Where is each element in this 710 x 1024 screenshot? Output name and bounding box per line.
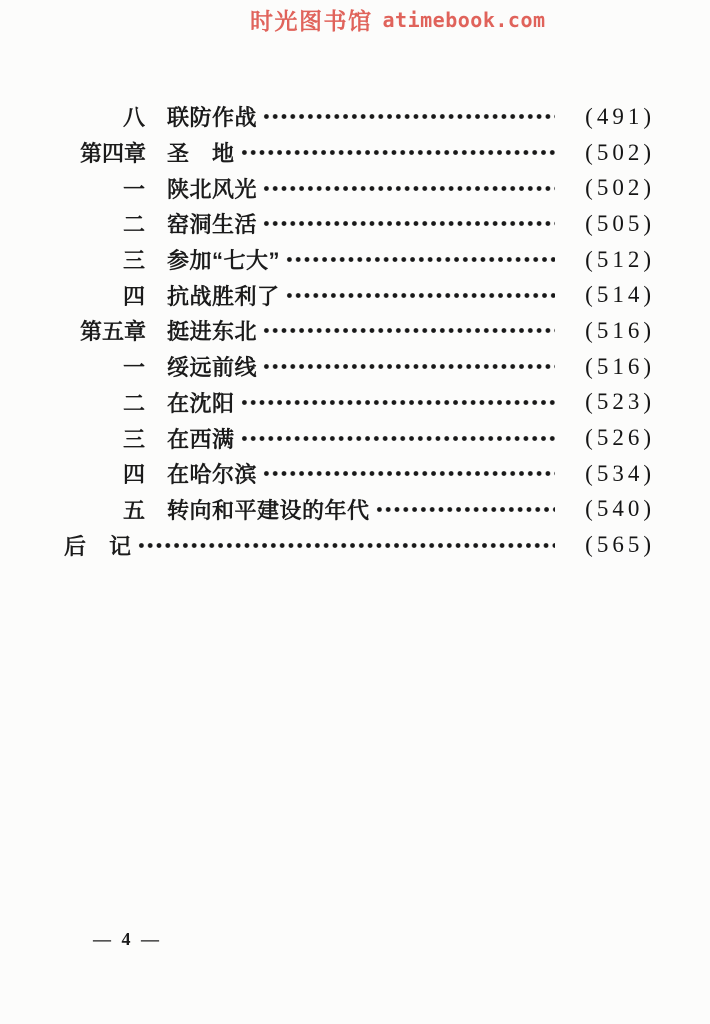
- toc-entry-title: 参加“七大”: [167, 248, 281, 274]
- dot-leader: [240, 148, 555, 157]
- toc-row: [0, 277, 710, 313]
- toc-entry-number: 第四章: [80, 141, 147, 167]
- toc-entry-title: 在沈阳: [167, 390, 235, 416]
- dot-leader: [137, 541, 555, 550]
- toc-entry-title: 联防作战: [167, 105, 258, 131]
- toc-entry-title: 抗战胜利了: [167, 283, 280, 309]
- toc-entry-number: 二: [122, 212, 145, 238]
- toc-entry-title: 在西满: [167, 426, 235, 452]
- dot-leader: [262, 326, 555, 335]
- table-of-contents: [0, 99, 710, 563]
- toc-entry-number: 四: [122, 283, 145, 309]
- toc-row: [0, 313, 710, 349]
- dot-leader: [262, 362, 555, 371]
- toc-entry-title: 在哈尔滨: [167, 462, 258, 488]
- toc-row: [0, 456, 710, 492]
- dot-leader: [375, 505, 555, 514]
- toc-entry-page: (491): [585, 103, 655, 129]
- toc-entry-page: (514): [585, 282, 655, 308]
- toc-row: [0, 492, 710, 528]
- toc-entry-number: 五: [122, 497, 145, 523]
- toc-entry-page: (502): [585, 139, 655, 165]
- toc-row: [0, 527, 710, 563]
- toc-entry-title: 陕北风光: [167, 176, 258, 202]
- toc-entry-page: (540): [585, 496, 655, 522]
- watermark-site-url: atimebook.com: [382, 7, 546, 32]
- toc-entry-title: 转向和平建设的年代: [167, 497, 370, 523]
- toc-entry-title: 后 记: [64, 533, 132, 559]
- toc-row: [0, 242, 710, 278]
- toc-row: [0, 206, 710, 242]
- dot-leader: [285, 291, 555, 300]
- toc-row: [0, 99, 710, 135]
- toc-row: [0, 349, 710, 385]
- toc-entry-page: (505): [585, 210, 655, 236]
- dot-leader: [262, 184, 555, 193]
- toc-entry-title: 绥远前线: [167, 355, 258, 381]
- toc-entry-number: 一: [122, 176, 145, 202]
- toc-entry-page: (526): [585, 425, 655, 451]
- dot-leader: [285, 255, 555, 264]
- toc-entry-title: 圣 地: [167, 141, 235, 167]
- toc-row: [0, 135, 710, 171]
- toc-entry-page: (516): [585, 317, 655, 343]
- toc-row: [0, 420, 710, 456]
- dot-leader: [262, 469, 555, 478]
- dot-leader: [240, 398, 555, 407]
- toc-row: [0, 170, 710, 206]
- dot-leader: [262, 112, 555, 121]
- toc-entry-page: (534): [585, 460, 655, 486]
- toc-entry-number: 三: [122, 248, 145, 274]
- dot-leader: [262, 219, 555, 228]
- toc-entry-number: 一: [122, 355, 145, 381]
- watermark: [250, 3, 546, 36]
- toc-entry-title: 挺进东北: [167, 319, 258, 345]
- watermark-site-name: 时光图书馆: [250, 8, 373, 34]
- toc-entry-number: 四: [122, 462, 145, 488]
- toc-entry-page: (512): [585, 246, 655, 272]
- toc-entry-number: 二: [122, 390, 145, 416]
- toc-entry-number: 八: [122, 105, 145, 131]
- page-number-footer: — 4 —: [93, 929, 162, 949]
- toc-entry-page: (565): [585, 532, 655, 558]
- toc-entry-page: (523): [585, 389, 655, 415]
- toc-entry-page: (502): [585, 175, 655, 201]
- toc-entry-title: 窑洞生活: [167, 212, 258, 238]
- toc-entry-number: 三: [122, 426, 145, 452]
- toc-entry-page: (516): [585, 353, 655, 379]
- toc-row: [0, 385, 710, 421]
- toc-entry-number: 第五章: [80, 319, 147, 345]
- dot-leader: [240, 434, 555, 443]
